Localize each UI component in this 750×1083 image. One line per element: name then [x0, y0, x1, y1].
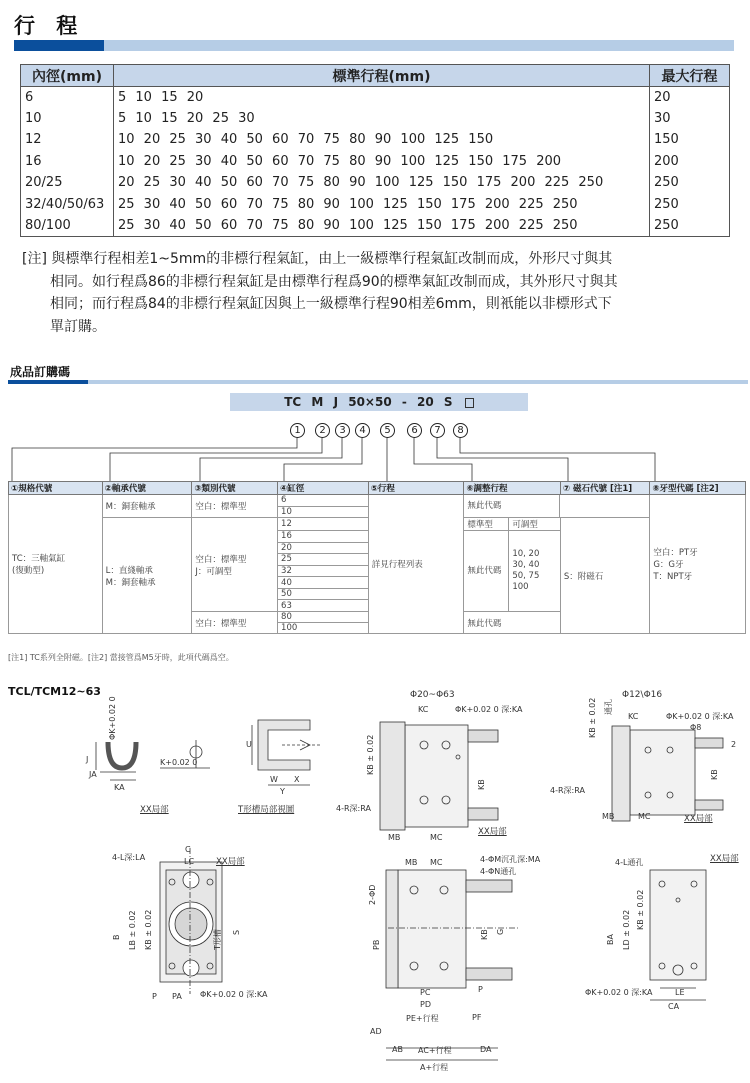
dim-pa: PA: [172, 992, 182, 1001]
bore-cell: 10: [21, 108, 114, 129]
strokes-cell: 5 10 15 20: [114, 87, 650, 108]
strokes-cell: 25 30 40 50 60 70 75 80 90 100 125 150 175 200 225 250: [114, 215, 650, 236]
bore-20: 20: [278, 542, 369, 554]
dim-mb: MB: [405, 858, 418, 867]
dim-pf: PF: [472, 1013, 482, 1022]
dim-pb: PB: [372, 939, 381, 950]
dim-l-depth: 4-L深:LA: [112, 853, 146, 862]
dim-m-counterbore: 4-ΦM沉孔深:MA: [480, 855, 541, 864]
marker-8: 8: [453, 423, 468, 438]
dim-b: B: [112, 934, 121, 940]
dim-pd: PD: [420, 1000, 431, 1009]
max-cell: 30: [650, 108, 730, 129]
dim-j: J: [86, 755, 89, 764]
bore-cell: 20/25: [21, 172, 114, 193]
marker-2: 2: [315, 423, 330, 438]
xx-section-label: XX局部: [710, 854, 739, 864]
dim-kc: KC: [418, 705, 429, 714]
code-part: 20: [417, 395, 434, 409]
col-thread: ⑧牙型代碼 [注2]: [650, 482, 746, 495]
drawings-title: TCL/TCM12~63: [8, 685, 101, 698]
dim-ab: AB: [392, 1045, 403, 1054]
dim-le: LE: [675, 988, 685, 997]
spec-cell: TC：三軸氣缸 (復動型): [9, 495, 103, 634]
dim-k-tol: ΦK+0.02 0: [108, 696, 117, 740]
dim-k-depth: ΦK+0.02 0 深:KA: [666, 712, 734, 721]
marker-5: 5: [380, 423, 395, 438]
note-line: 相同；而行程爲84的非標行程氣缸因與上一級標準行程90相差6mm，則衹能以非標形式下: [50, 296, 612, 312]
bore-40: 40: [278, 577, 369, 589]
marker-1: 1: [290, 423, 305, 438]
note-line: [注] 與標準行程相差1~5mm的非標行程氣缸，由上一級標準行程氣缸改制而成，外形尺寸與其: [22, 251, 613, 267]
dim-y: Y: [280, 787, 285, 796]
dim-mc: MC: [430, 833, 443, 842]
code-part: M: [311, 395, 324, 409]
through-hole-label: 通孔: [604, 699, 613, 715]
code-part: -: [401, 395, 407, 409]
max-cell: 150: [650, 129, 730, 150]
code-part: J: [333, 395, 339, 409]
max-cell: 250: [650, 193, 730, 214]
header-standard-stroke: 標準行程(mm): [114, 65, 650, 87]
dim-r-depth: 4-R深:RA: [550, 786, 585, 795]
dim-kb-tol: KB ± 0.02: [636, 889, 645, 930]
code-part: S: [443, 395, 453, 409]
marker-7: 7: [430, 423, 445, 438]
page-title: 行 程: [14, 14, 85, 38]
xx-section-label: XX局部: [140, 805, 169, 815]
dim-kb: KB: [477, 779, 486, 790]
code-part: TC: [284, 395, 302, 409]
dim-k-depth: ΦK+0.02 0 深:KA: [585, 988, 653, 997]
bearing-top: M：銅套軸承: [102, 495, 192, 518]
col-adjust: ⑥調整行程: [464, 482, 561, 495]
dim-pc: PC: [420, 988, 431, 997]
dim-k-depth: ΦK+0.02 0 深:KA: [455, 705, 523, 714]
col-stroke: ⑤行程: [368, 482, 464, 495]
dim-mc: MC: [638, 812, 651, 821]
dim-kc: KC: [628, 712, 639, 721]
strokes-cell: 10 20 25 30 40 50 60 70 75 80 90 100 125 150 175 200: [114, 151, 650, 172]
t-slot-view-label: T形槽局部視圖: [238, 805, 295, 815]
header-bore: 內徑(mm): [21, 65, 114, 87]
dim-mc: MC: [430, 858, 443, 867]
dim-g: G: [496, 928, 505, 935]
dim-l-through: 4-L通孔: [615, 858, 644, 867]
dim-x: X: [294, 775, 300, 784]
marker-4: 4: [355, 423, 370, 438]
note-line: 相同。如行程爲86的非標行程氣缸是由標準行程爲90的標準氣缸改制而成，其外形尺寸與其: [50, 273, 618, 290]
max-cell: 250: [650, 215, 730, 236]
bore-12: 12: [278, 518, 369, 531]
dim-lb-tol: LB ± 0.02: [128, 910, 137, 950]
bore-6: 6: [278, 495, 369, 507]
dim-ac-stroke: AC+行程: [418, 1046, 452, 1055]
dim-mb: MB: [388, 833, 401, 842]
bore-80: 80: [278, 612, 369, 623]
dim-kb-tol: KB ± 0.02: [366, 734, 375, 775]
category-mid: 空白：標準型 J：可調型: [192, 518, 278, 612]
max-cell: 20: [650, 87, 730, 108]
thread-cell: 空白：PT牙 G：G牙 T：NPT牙: [650, 495, 746, 634]
xx-section-label: XX局部: [478, 827, 507, 837]
dim-n-through: 4-ΦN通孔: [480, 867, 517, 876]
bore-cell: 12: [21, 129, 114, 150]
order-footnote: [注1] TC系列全附磁。[注2] 當接管爲M5牙時，此項代碼爲空。: [8, 653, 234, 662]
category-bottom: 空白：標準型: [192, 612, 278, 634]
note-line: 單訂購。: [50, 318, 106, 335]
col-bore: ④缸徑: [278, 482, 369, 495]
dim-kb-tol-2: KB ± 0.02: [588, 697, 597, 738]
dim-ka: KA: [114, 783, 125, 792]
dim-p: P: [152, 992, 157, 1001]
dim-k-small: K+0.02 0: [160, 758, 198, 767]
t-groove-label: T形槽: [213, 929, 222, 950]
header-max-stroke: 最大行程: [650, 65, 730, 87]
max-cell: 200: [650, 151, 730, 172]
bearing-mid: L：直綫軸承 M：銅套軸承: [102, 518, 192, 634]
bore-10: 10: [278, 506, 369, 518]
marker-6: 6: [407, 423, 422, 438]
bore-16: 16: [278, 531, 369, 543]
category-top: 空白：標準型: [192, 495, 278, 518]
dim-kb-2: KB: [710, 769, 719, 780]
adjust-values: 10, 20 30, 40 50, 75 100: [512, 549, 540, 592]
dim-mb: MB: [602, 812, 615, 821]
xx-section-label: XX局部: [216, 857, 245, 867]
dim-ad: AD: [370, 1027, 382, 1036]
dim-r-depth: 4-R深:RA: [336, 804, 371, 813]
dim-2-phi-d: 2-ΦD: [368, 884, 377, 905]
dim-w: W: [270, 775, 278, 784]
phi-20-63-label: Φ20~Φ63: [410, 690, 455, 700]
adjust-adjustable: 可調型: [512, 520, 538, 530]
dim-lc: LC: [184, 857, 195, 866]
dim-s: S: [232, 929, 241, 935]
adjust-standard: 標準型: [464, 518, 509, 530]
code-part: 50×50: [348, 395, 392, 409]
bore-25: 25: [278, 554, 369, 566]
adjust-none-top: 無此代碼: [464, 495, 560, 517]
dim-kb-tol: KB ± 0.02: [144, 909, 153, 950]
phi-12-16-label: Φ12\Φ16: [622, 690, 663, 700]
dim-phi8: Φ8: [690, 723, 702, 732]
bore-100: 100: [278, 623, 369, 634]
strokes-cell: 20 25 30 40 50 60 70 75 80 90 100 125 150 175 200 225 250: [114, 172, 650, 193]
marker-3: 3: [335, 423, 350, 438]
bore-cell: 16: [21, 151, 114, 172]
dim-kb: KB: [480, 929, 489, 940]
dim-2: 2: [731, 740, 737, 749]
stroke-cell: 詳見行程列表: [368, 495, 464, 634]
dim-ja: JA: [89, 770, 97, 779]
dim-u: U: [246, 740, 252, 749]
strokes-cell: 5 10 15 20 25 30: [114, 108, 650, 129]
bore-63: 63: [278, 600, 369, 612]
dim-da: DA: [480, 1045, 492, 1054]
xx-section-label: XX局部: [684, 814, 713, 824]
col-spec: ①規格代號: [9, 482, 103, 495]
dim-p: P: [478, 985, 483, 994]
section-title-order-code: 成品訂購碼: [10, 365, 71, 379]
bore-cell: 6: [21, 87, 114, 108]
bore-cell: 32/40/50/63: [21, 193, 114, 214]
strokes-cell: 25 30 40 50 60 70 75 80 90 100 125 150 175 200 225 250: [114, 193, 650, 214]
bore-cell: 80/100: [21, 215, 114, 236]
magnet-cell: S：附磁石: [560, 518, 649, 634]
dim-k-depth: ΦK+0.02 0 深:KA: [200, 990, 268, 999]
strokes-cell: 10 20 25 30 40 50 60 70 75 80 90 100 125 150: [114, 129, 650, 150]
col-magnet: ⑦ 磁石代號 [注1]: [560, 482, 649, 495]
col-bearing: ②軸承代號: [102, 482, 192, 495]
col-category: ③類別代號: [192, 482, 278, 495]
max-cell: 250: [650, 172, 730, 193]
dim-ca: CA: [668, 1002, 680, 1011]
dim-a-stroke: A+行程: [420, 1063, 449, 1072]
dim-ld-tol: LD ± 0.02: [622, 909, 631, 950]
adjust-none-mid: 無此代碼: [464, 531, 509, 611]
bore-50: 50: [278, 588, 369, 600]
dim-c: C: [185, 845, 191, 854]
dim-ba: BA: [606, 934, 615, 945]
dim-pe-stroke: PE+行程: [406, 1014, 439, 1023]
bore-32: 32: [278, 565, 369, 577]
adjust-none-bottom: 無此代碼: [464, 612, 561, 634]
